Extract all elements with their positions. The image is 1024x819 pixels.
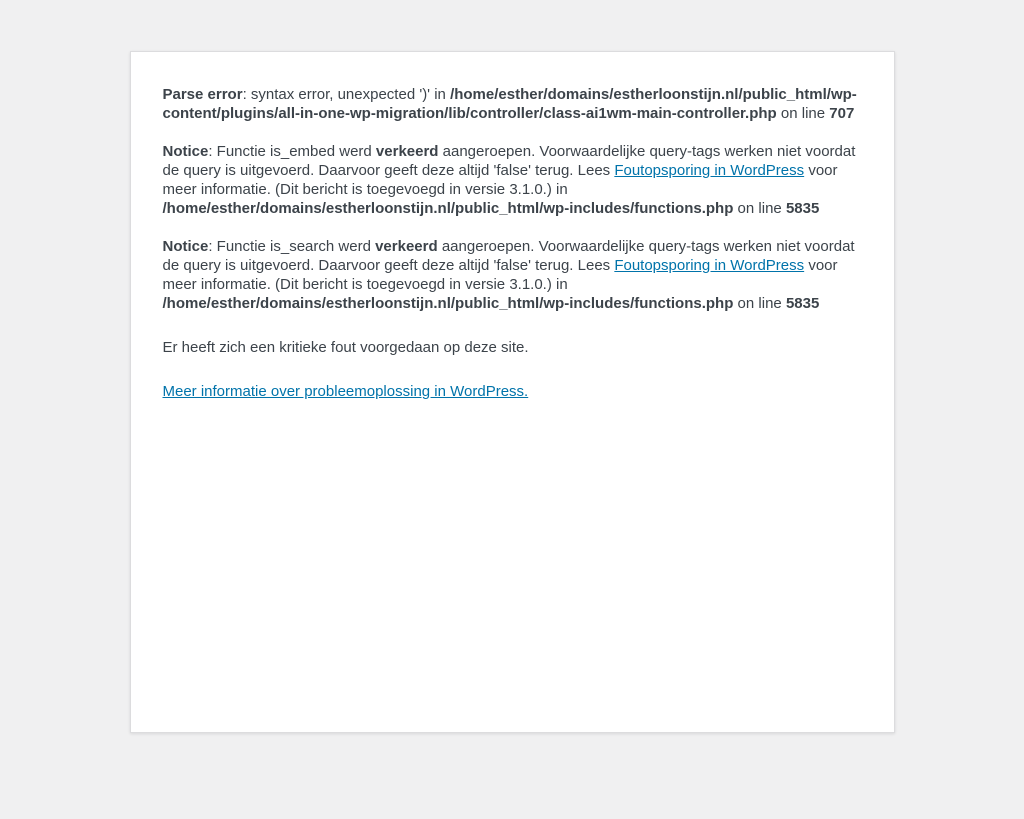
notice-is-embed-message bbox=[163, 142, 862, 218]
foutopsporing-link[interactable]: Foutopsporing in WordPress bbox=[614, 162, 805, 179]
text-segment: : Functie is_search werd bbox=[208, 238, 376, 255]
text-segment: on line bbox=[733, 295, 786, 312]
bold-text: Parse error bbox=[162, 86, 243, 103]
bold-text: 5835 bbox=[785, 200, 820, 217]
text-segment: voor meer informatie. (Dit bericht is toegevoegd in versie 3.1.0.) in bbox=[162, 162, 838, 198]
bold-text: 5835 bbox=[785, 295, 820, 312]
troubleshooting-link[interactable]: Meer informatie over probleemoplossing in WordPress. bbox=[162, 383, 529, 400]
text-segment: on line bbox=[776, 105, 830, 122]
text-segment: aangeroepen. Voorwaardelijke query-tags werken niet voordat de query is uitgevoerd. Daarvoor geeft deze altijd 'false' terug. Lees bbox=[162, 143, 856, 179]
notice-is-search-message bbox=[163, 237, 862, 313]
bold-text: /home/esther/domains/estherloonstijn.nl/public_html/wp-content/plugins/all-in-one-wp-migration/lib/controller/class-ai1wm-main-controller.php bbox=[162, 86, 857, 122]
foutopsporing-link[interactable]: Foutopsporing in WordPress bbox=[614, 257, 805, 274]
text-segment: : syntax error, unexpected ')' in bbox=[242, 86, 451, 103]
text-segment: aangeroepen. Voorwaardelijke query-tags werken niet voordat de query is uitgevoerd. Daarvoor geeft deze altijd 'false' terug. Lees bbox=[162, 238, 855, 274]
parse-error-message bbox=[163, 85, 862, 123]
text-segment: : Functie is_embed werd bbox=[208, 143, 376, 160]
text-segment: on line bbox=[733, 200, 786, 217]
troubleshooting-link-paragraph bbox=[163, 382, 862, 401]
bold-text: verkeerd bbox=[375, 143, 439, 160]
bold-text: verkeerd bbox=[375, 238, 438, 255]
bold-text: Notice bbox=[162, 238, 209, 255]
critical-error-message: Er heeft zich een kritieke fout voorgedaan op deze site. bbox=[162, 339, 529, 356]
error-page-card bbox=[130, 51, 895, 733]
bold-text: Notice bbox=[162, 143, 209, 160]
page-background bbox=[0, 51, 1024, 819]
bold-text: /home/esther/domains/estherloonstijn.nl/public_html/wp-includes/functions.php bbox=[162, 295, 734, 312]
text-segment: voor meer informatie. (Dit bericht is toegevoegd in versie 3.1.0.) in bbox=[162, 257, 838, 293]
bold-text: 707 bbox=[829, 105, 855, 122]
bold-text: /home/esther/domains/estherloonstijn.nl/public_html/wp-includes/functions.php bbox=[162, 200, 734, 217]
